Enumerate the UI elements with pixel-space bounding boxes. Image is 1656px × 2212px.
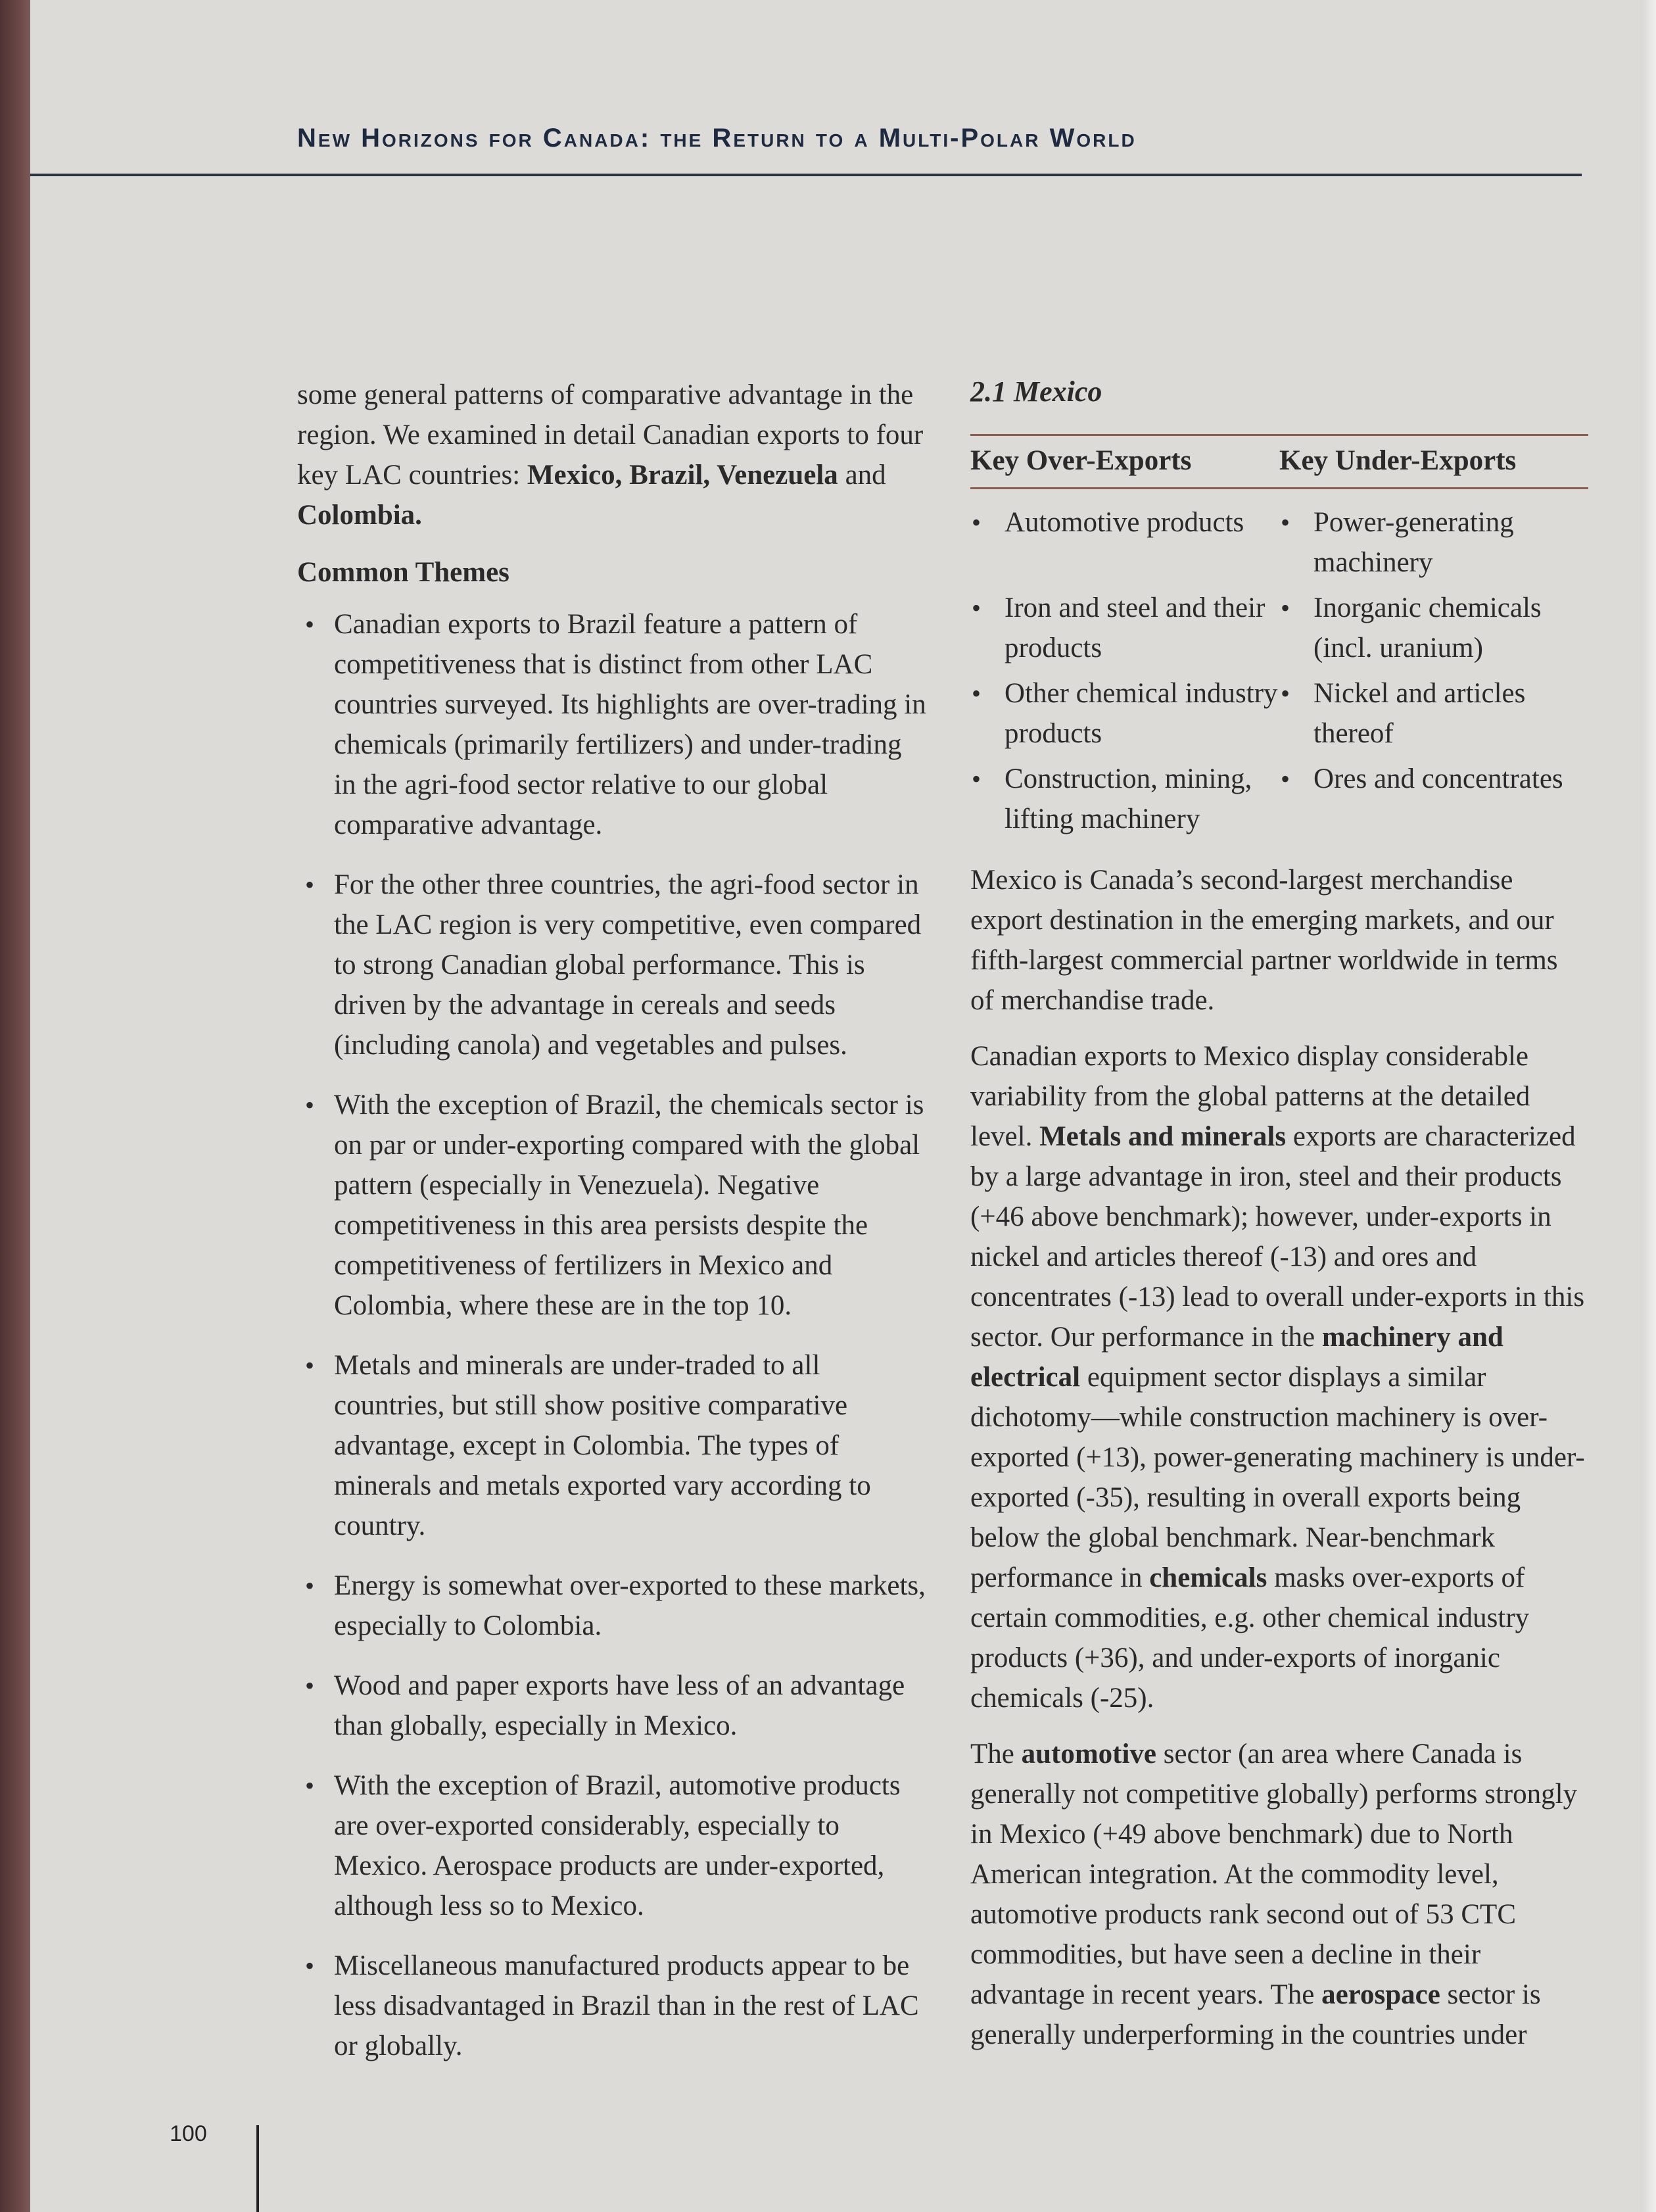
mexico-paragraph-2: [970, 1036, 1588, 1718]
para2-bold-1: Metals and minerals: [1039, 1121, 1287, 1152]
bullet-icon: •: [305, 1571, 315, 1600]
intro-paragraph: [297, 375, 928, 535]
list-item: [297, 1766, 928, 1926]
table-cell: Inorganic chemicals (incl. uranium): [1313, 592, 1542, 663]
para2-text-1: Canadian exports to Mexico display considerable variability from the global patterns at the detailed level.: [970, 1041, 1530, 1152]
under-exports-header: Key Under-Exports: [1279, 445, 1517, 476]
list-item-text: Canadian exports to Brazil feature a pattern of competitiveness that is distinct from other LAC countries surveyed. Its highlights are over-trading in chemicals (primarily fertilizers) and under-trading in the agri-food sector relative to our global comparative advantage.: [334, 609, 926, 840]
table-row: [970, 588, 1279, 668]
table-row: [970, 502, 1279, 583]
mexico-paragraph-3: [970, 1734, 1588, 2055]
bullet-icon: •: [1281, 679, 1290, 708]
table-cell: Ores and concentrates: [1313, 763, 1563, 794]
bullet-icon: •: [305, 870, 315, 900]
list-item: [297, 604, 928, 845]
list-item: [297, 1566, 928, 1646]
bullet-icon: •: [305, 610, 315, 639]
mexico-paragraph-1: Mexico is Canada’s second-largest merchandise export destination in the emerging markets, and our fifth-largest commercial partner worldwide in terms of merchandise trade.: [970, 865, 1558, 1016]
table-cell: Automotive products: [1005, 507, 1244, 538]
para3-text-3: sector is generally underperforming in the countries under: [970, 1979, 1541, 2050]
under-exports-column: [1279, 502, 1588, 844]
bullet-icon: •: [305, 1090, 315, 1120]
table-row: [1279, 673, 1588, 754]
table-cell: Power-generating machinery: [1313, 507, 1514, 578]
list-item-text: Wood and paper exports have less of an advantage than globally, especially in Mexico.: [334, 1670, 905, 1741]
list-item: [297, 865, 928, 1065]
bullet-icon: •: [305, 1671, 315, 1700]
intro-text-2: and: [838, 460, 886, 491]
para3-text-2: sector (an area where Canada is generally not competitive globally) performs strongly in Mexico (+49 above benchmark) due to North American integration. At the commodity level, automotive products rank second out of 53 CTC commodities, but have seen a decline in their advantage in recent years. The: [970, 1739, 1578, 2010]
exports-table-header: [970, 436, 1588, 487]
running-head: [297, 124, 1586, 153]
bullet-icon: •: [1281, 764, 1290, 794]
list-item-text: Miscellaneous manufactured products appear to be less disadvantaged in Brazil than in the rest of LAC or globally.: [334, 1950, 919, 2061]
para2-text-3: equipment sector displays a similar dichotomy—while construction machinery is over-exported (+13), power-generating machinery is under-exported (-35), resulting in overall exports being below the global benchmark. Near-benchmark performance in: [970, 1362, 1585, 1593]
page-number: 100: [170, 2121, 207, 2146]
para3-bold-2: aerospace: [1321, 1979, 1440, 2010]
table-row: [1279, 588, 1588, 668]
bullet-icon: •: [972, 679, 982, 708]
list-item-text: With the exception of Brazil, automotive products are over-exported considerably, especially to Mexico. Aerospace products are under-exported, although less so to Mexico.: [334, 1770, 901, 1921]
para2-bold-3: chemicals: [1149, 1562, 1267, 1593]
common-themes-heading: Common Themes: [297, 557, 509, 588]
running-head-part2: the Return to a Multi-Polar World: [651, 124, 1137, 153]
list-item-text: Metals and minerals are under-traded to all countries, but still show positive comparative advantage, except in Colombia. The types of minerals and metals exported vary according to country.: [334, 1350, 871, 1541]
bullet-icon: •: [972, 593, 982, 623]
exports-table: [970, 489, 1588, 844]
para2-text-4: masks over-exports of certain commodities, e.g. other chemical industry products (+36), and under-exports of inorganic chemicals (-25).: [970, 1562, 1530, 1714]
table-cell: Construction, mining, lifting machinery: [1005, 763, 1252, 834]
para2-text-2: exports are characterized by a large advantage in iron, steel and their products (+46 above benchmark); however, under-exports in nickel and articles thereof (-13) and ores and concentrates (-13) lead to overall under-exports in this sector. Our performance in the: [970, 1121, 1585, 1353]
left-column: [297, 375, 928, 2086]
bullet-icon: •: [1281, 508, 1290, 537]
list-item-text: With the exception of Brazil, the chemicals sector is on par or under-exporting compared with the global pattern (especially in Venezuela). Negative competitiveness in this area persists despite the competitiveness of fertilizers in Mexico and Colombia, where these are in the top 10.: [334, 1090, 924, 1321]
intro-countries-1: Mexico, Brazil, Venezuela: [527, 460, 838, 491]
list-item-text: Energy is somewhat over-exported to these markets, especially to Colombia.: [334, 1570, 926, 1641]
page-edge: [1640, 0, 1656, 2212]
table-row: [970, 759, 1279, 839]
table-row: [970, 673, 1279, 754]
table-cell: Other chemical industry products: [1005, 678, 1278, 749]
themes-list: [297, 604, 928, 2066]
bullet-icon: •: [1281, 593, 1290, 623]
right-column: [970, 372, 1588, 2055]
intro-countries-2: Colombia.: [297, 500, 422, 531]
table-cell: Nickel and articles thereof: [1313, 678, 1526, 749]
bullet-icon: •: [305, 1351, 315, 1380]
intro-text-1: some general patterns of comparative advantage in the region. We examined in detail Canadian exports to four key LAC countries:: [297, 379, 924, 491]
book-spine-shadow: [0, 0, 30, 2212]
running-head-part1: New Horizons for Canada:: [297, 124, 651, 153]
para3-text-1: The: [970, 1739, 1022, 1769]
bullet-icon: •: [305, 1951, 315, 1981]
para2-bold-2: machinery and electrical: [970, 1322, 1503, 1393]
section-title: 2.1 Mexico: [970, 375, 1102, 408]
list-item: [297, 1946, 928, 2066]
para3-bold-1: automotive: [1021, 1739, 1157, 1769]
list-item: [297, 1345, 928, 1546]
footer-rule: [256, 2125, 259, 2212]
bullet-icon: •: [305, 1771, 315, 1800]
header-rule: [30, 174, 1582, 176]
bullet-icon: •: [972, 764, 982, 794]
list-item: [297, 1666, 928, 1746]
table-cell: Iron and steel and their products: [1005, 592, 1266, 663]
table-row: [1279, 502, 1588, 583]
list-item: [297, 1085, 928, 1326]
over-exports-column: [970, 502, 1279, 844]
table-row: [1279, 759, 1588, 839]
bullet-icon: •: [972, 508, 982, 537]
list-item-text: For the other three countries, the agri-food sector in the LAC region is very competitive, even compared to strong Canadian global performance. This is driven by the advantage in cereals and seeds (including canola) and vegetables and pulses.: [334, 869, 922, 1061]
over-exports-header: Key Over-Exports: [970, 445, 1192, 476]
